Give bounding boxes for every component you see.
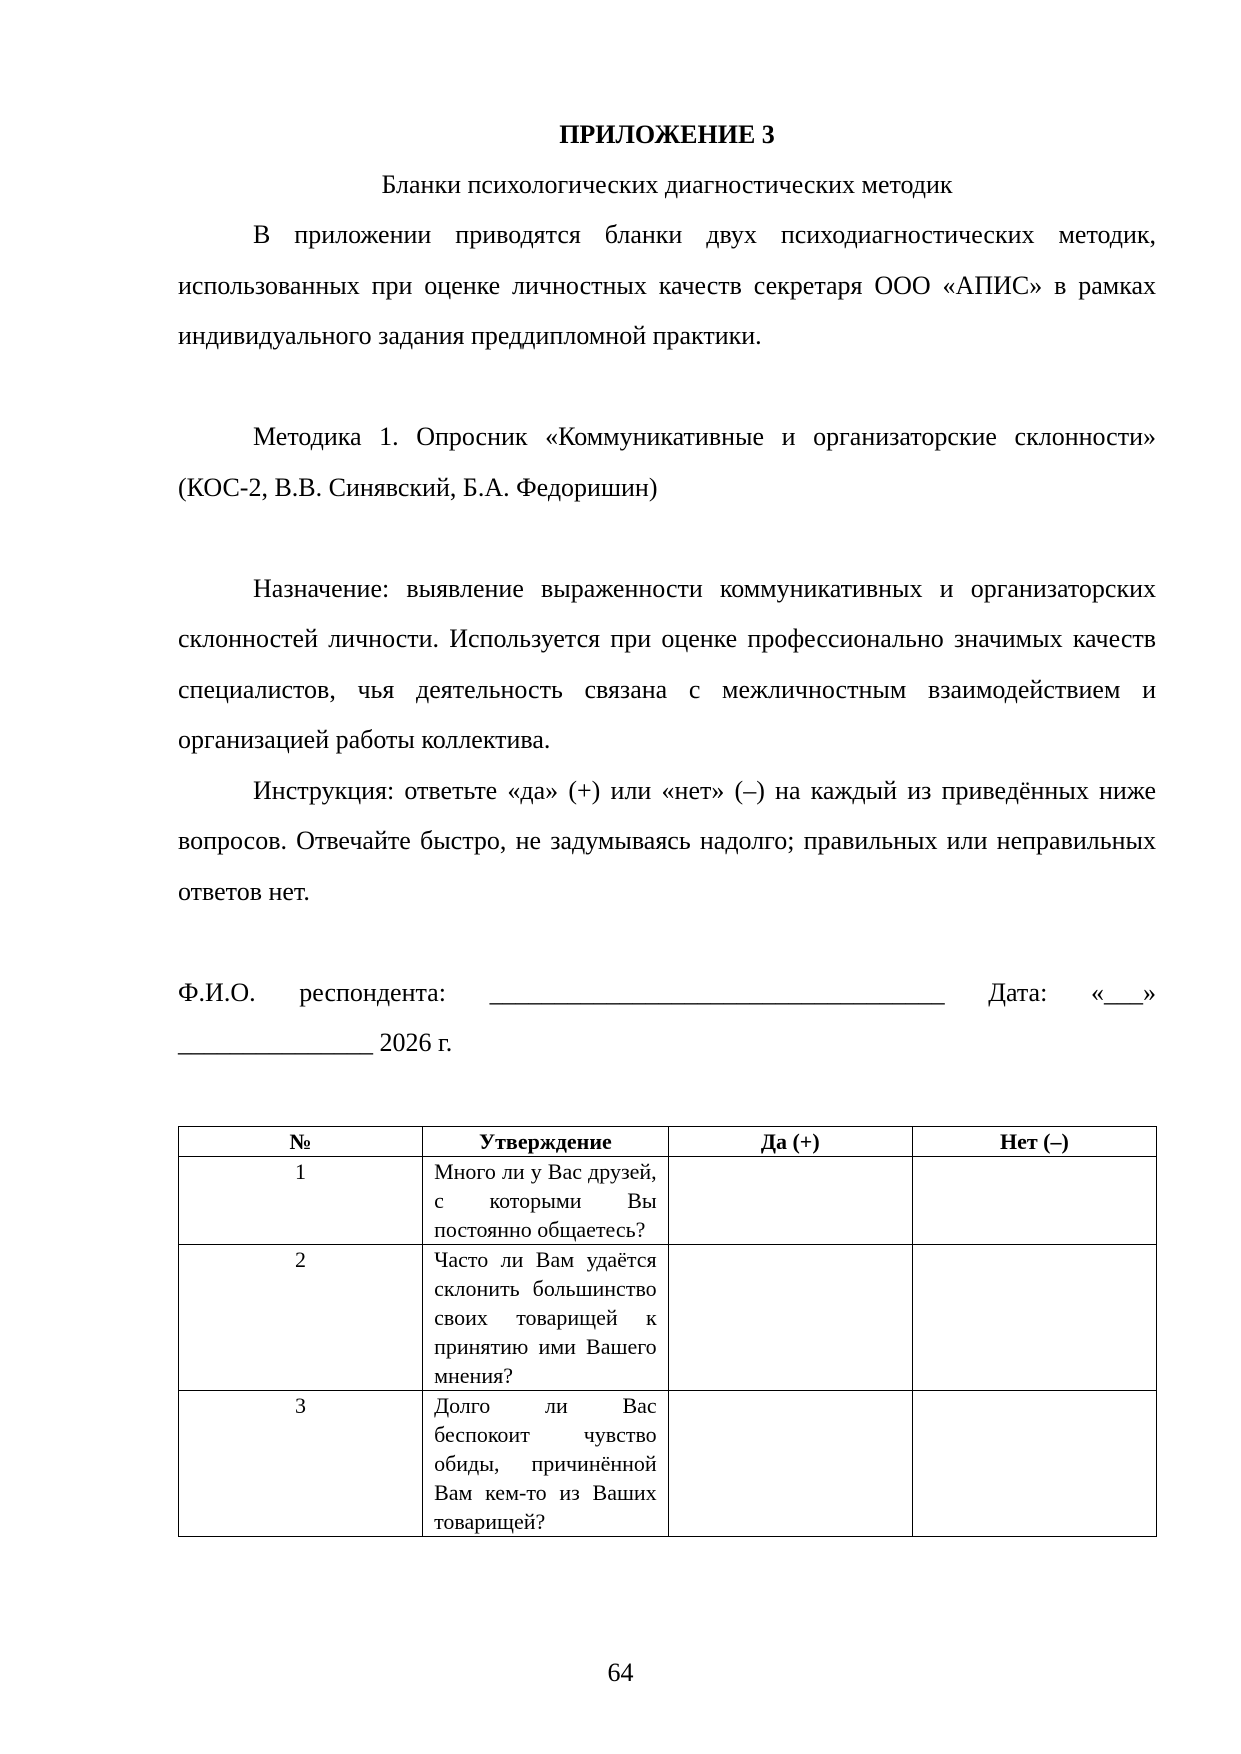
- row-number: 3: [179, 1391, 423, 1537]
- answer-no-cell[interactable]: [912, 1391, 1156, 1537]
- header-number: №: [179, 1127, 423, 1157]
- purpose-paragraph: Назначение: выявление выраженности коммуникативных и организаторских склонностей личности. Используется при оценке профессионально значимых качеств специалистов, чья деятельность связана с межличностным взаимодействием и организацией работы коллектива.: [178, 573, 1156, 754]
- questionnaire-table: [178, 1126, 1157, 1537]
- answer-yes-cell[interactable]: [668, 1245, 912, 1391]
- respondent-line: Ф.И.О. респондента: ___________________________________ Дата: «___» _______________ 2026 г.: [178, 977, 1156, 1057]
- row-statement: [423, 1391, 669, 1537]
- answer-yes-cell[interactable]: [668, 1391, 912, 1537]
- row-number: 1: [179, 1157, 423, 1245]
- blank-line: [178, 362, 1156, 413]
- table-row: [179, 1391, 1157, 1537]
- appendix-heading: ПРИЛОЖЕНИЕ 3: [559, 120, 775, 149]
- statement-text: Много ли у Вас друзей, с которыми Вы постоянно общаетесь?: [434, 1159, 657, 1242]
- intro-paragraph: В приложении приводятся бланки двух психодиагностических методик, использованных при оценке личностных качеств секретаря ООО «АПИС» в рамках индивидуального задания преддипломной практики.: [178, 220, 1156, 350]
- method-title: Методика 1. Опросник «Коммуникативные и организаторские склонности» (КОС-2, В.В. Синявский, Б.А. Федоришин): [178, 422, 1156, 502]
- row-statement: [423, 1157, 669, 1245]
- header-statement: Утверждение: [423, 1127, 669, 1157]
- answer-no-cell[interactable]: [912, 1157, 1156, 1245]
- instruction-paragraph: Инструкция: ответьте «да» (+) или «нет» (–) на каждый из приведённых ниже вопросов. Отвечайте быстро, не задумываясь надолго; правильных или неправильных ответов нет.: [178, 775, 1156, 906]
- answer-no-cell[interactable]: [912, 1245, 1156, 1391]
- header-no: Нет (–): [912, 1127, 1156, 1157]
- row-statement: [423, 1245, 669, 1391]
- table-row: [179, 1157, 1157, 1245]
- blank-line: [178, 513, 1156, 564]
- blank-line: [178, 917, 1156, 968]
- statement-text: Долго ли Вас беспокоит чувство обиды, причинённой Вам кем-то из Ваших товарищей?: [434, 1393, 657, 1534]
- table-row: [179, 1245, 1157, 1391]
- table-header-row: [179, 1127, 1157, 1157]
- page-number: 64: [607, 1658, 634, 1687]
- header-yes: Да (+): [668, 1127, 912, 1157]
- statement-text: Часто ли Вам удаётся склонить большинство своих товарищей к принятию ими Вашего мнения?: [434, 1247, 657, 1388]
- document-page: [178, 110, 1156, 1069]
- answer-yes-cell[interactable]: [668, 1157, 912, 1245]
- appendix-subtitle: Бланки психологических диагностических методик: [381, 170, 953, 199]
- row-number: 2: [179, 1245, 423, 1391]
